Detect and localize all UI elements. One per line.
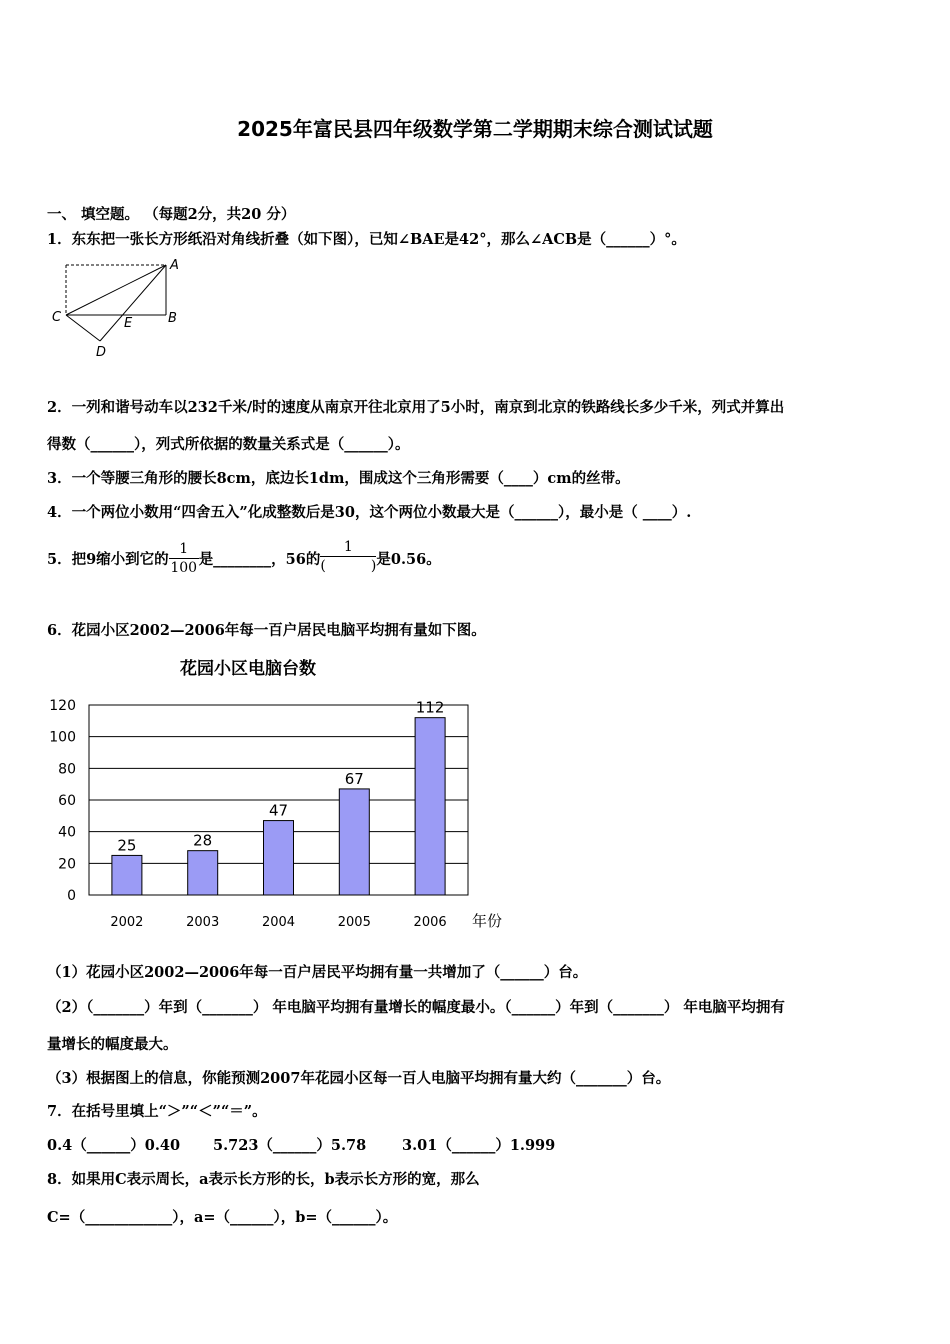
question-1: 1．东东把一张长方形纸沿对角线折叠（如下图），已知∠BAE是42°，那么∠ACB是（______）°。	[47, 231, 686, 248]
q5-middle: 是________，56的	[198, 551, 321, 568]
fraction-one-hundredth	[169, 540, 199, 577]
x-tick-label: 2002	[110, 915, 144, 930]
frac1-numerator: 1	[179, 541, 189, 557]
y-tick-label: 60	[58, 793, 76, 809]
question-6: 6．花园小区2002—2006年每一百户居民电脑平均拥有量如下图。	[47, 622, 486, 639]
bar	[188, 851, 218, 895]
x-axis-label: 年份	[472, 912, 503, 930]
y-tick-label: 120	[49, 698, 76, 714]
question-3: 3．一个等腰三角形的腰长8cm，底边长1dm，围成这个三角形需要（____）cm的丝带。	[47, 470, 630, 487]
y-tick-label: 80	[58, 761, 76, 778]
x-tick-label: 2004	[261, 915, 296, 930]
label-b: B	[168, 311, 177, 326]
frac2-numerator: 1	[343, 539, 353, 555]
question-7: 7．在括号里填上“＞”“＜”“＝”。	[47, 1103, 267, 1120]
q7-item-3: 3.01（______）1.999	[402, 1137, 556, 1154]
fold-da	[100, 265, 166, 341]
frac2-close-paren: )	[370, 558, 377, 574]
frac2-open-paren: (	[320, 558, 326, 574]
bar	[264, 821, 294, 895]
x-tick-label: 2003	[186, 915, 220, 930]
question-6-2-line1: （2）（_______）年到（_______） 年电脑平均拥有量增长的幅度最小。（______）年到（_______） 年电脑平均拥有	[47, 999, 785, 1016]
question-4: 4．一个两位小数用“四舍五入”化成整数后是30，这个两位小数最大是（______），最小是（ ____）.	[47, 504, 692, 521]
q5-suffix: 是0.56。	[376, 551, 441, 568]
chart-title: 花园小区电脑台数	[180, 659, 316, 679]
section-heading: 一、 填空题。 （每题2分，共20 分）	[47, 206, 296, 223]
bar	[112, 855, 142, 895]
bar-value-label: 47	[268, 801, 289, 820]
bar-value-label: 28	[193, 831, 213, 850]
x-tick-label: 2005	[337, 915, 371, 930]
q7-item-1: 0.4（______）0.40	[47, 1137, 181, 1154]
bar-value-label: 25	[117, 836, 137, 855]
label-a: A	[170, 258, 179, 273]
q7-item-2: 5.723（______）5.78	[213, 1137, 367, 1154]
y-tick-label: 20	[58, 856, 76, 873]
question-6-1: （1）花园小区2002—2006年每一百户居民平均拥有量一共增加了（______）台。	[47, 964, 588, 981]
bar-value-label: 67	[344, 769, 364, 788]
question-8-line1: 8．如果用C表示周长，a表示长方形的长，b表示长方形的宽，那么	[47, 1171, 480, 1188]
bar-chart	[40, 690, 520, 935]
bar	[339, 789, 369, 895]
y-tick-label: 100	[49, 729, 76, 746]
diagonal-ca	[66, 265, 166, 315]
fold-diagram	[46, 255, 196, 365]
x-tick-label: 2006	[413, 915, 447, 930]
question-5	[47, 540, 441, 577]
fold-cd	[66, 315, 100, 341]
bar-value-label: 112	[415, 698, 445, 717]
question-8-line2: C=（____________），a=（______），b=（______）。	[47, 1209, 398, 1226]
label-c: C	[52, 310, 62, 325]
frac1-denominator: 100	[170, 560, 198, 576]
label-d: D	[96, 345, 107, 360]
question-2-line2: 得数（______），列式所依据的数量关系式是（______）。	[47, 436, 410, 453]
y-tick-label: 0	[67, 888, 76, 904]
q5-prefix: 5．把9缩小到它的	[47, 551, 169, 568]
bar	[415, 718, 445, 895]
question-2-line1: 2．一列和谐号动车以232千米/时的速度从南京开往北京用了5小时，南京到北京的铁路线长多少千米，列式并算出	[47, 399, 785, 416]
question-6-2-line2: 量增长的幅度最大。	[47, 1036, 178, 1053]
fraction-blank	[320, 538, 376, 575]
label-e: E	[124, 316, 133, 331]
y-tick-label: 40	[58, 824, 76, 841]
page-title: 2025年富民县四年级数学第二学期期末综合测试试题	[237, 117, 713, 141]
question-6-3: （3）根据图上的信息，你能预测2007年花园小区每一百人电脑平均拥有量大约（_______）台。	[47, 1070, 671, 1087]
